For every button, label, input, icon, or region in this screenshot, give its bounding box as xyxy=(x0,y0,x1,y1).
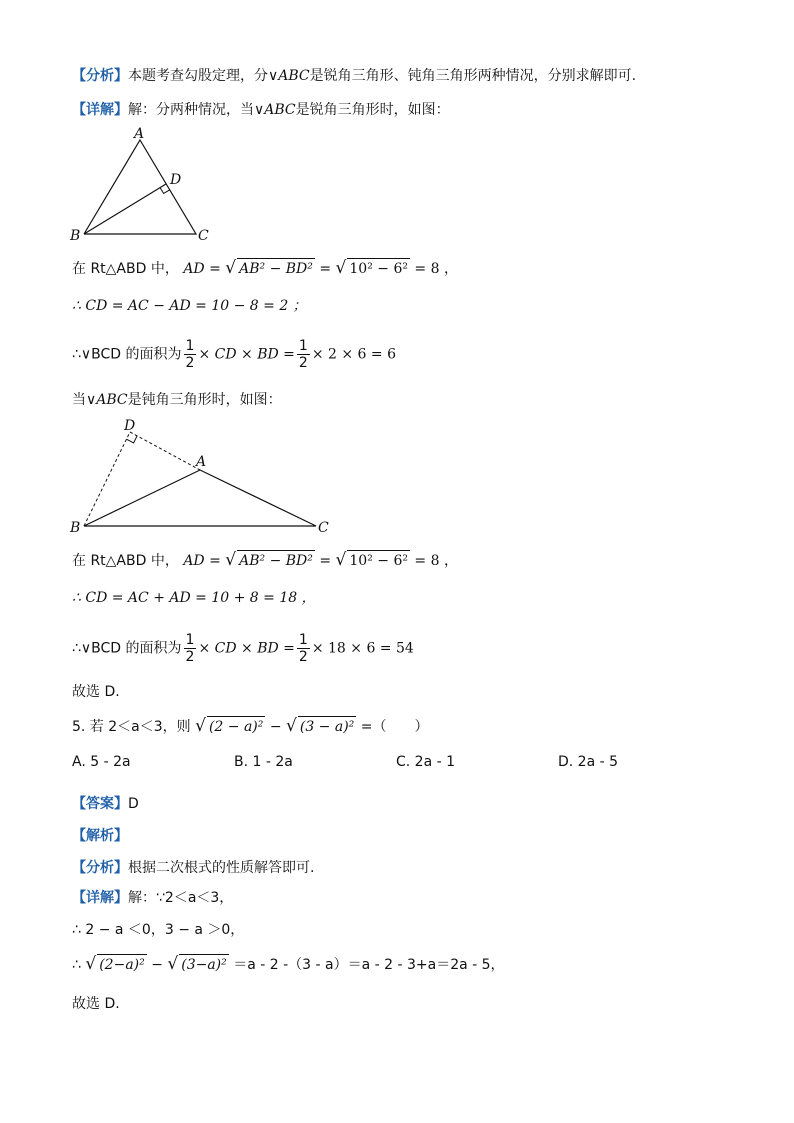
option-c: C. 2a - 1 xyxy=(396,754,456,770)
choose-line-1: 故选 D. xyxy=(72,684,120,700)
answer-tag: 【答案】 xyxy=(72,796,128,812)
equation-ad-case2: 在 Rt△ABD 中， AD = √ AB² − BD² = √ 10² − 6² = 8 ， xyxy=(72,550,458,570)
detail-line-2: 【详解】解：∵2＜a＜3， xyxy=(72,890,234,906)
fig2-label-a: A xyxy=(196,454,207,470)
analysis-line-1: 【分析】本题考查勾股定理，分∨ABC是锐角三角形、钝角三角形两种情况，分别求解即可. xyxy=(72,68,637,84)
fig2-label-c: C xyxy=(318,520,329,536)
step-2: ∴ √ (2−a)² − √ (3−a)² ＝a - 2 -（3 - a）＝a - 2 - 3+a＝2a - 5， xyxy=(72,954,505,974)
analysis-tag: 【分析】 xyxy=(72,68,128,84)
equation-cd-case1: ∴ CD = AC − AD = 10 − 8 = 2 ； xyxy=(72,298,307,314)
fig2-label-d: D xyxy=(124,418,136,434)
case2-line: 当∨ABC是钝角三角形时，如图： xyxy=(72,392,282,408)
fig1-label-b: B xyxy=(70,228,81,244)
area-bcd-case1: ∴∨BCD 的面积为 $\frac{1}{2}$ × CD × BD = $\frac{1}{2}$ × 2 × 6 = 6 xyxy=(72,338,396,371)
analysis-line-2: 【分析】根据二次根式的性质解答即可. xyxy=(72,860,315,876)
detail-tag: 【详解】 xyxy=(72,102,128,118)
area-bcd-case2: ∴∨BCD 的面积为 $\frac{1}{2}$ × CD × BD = $\frac{1}{2}$ × 18 × 6 = 54 xyxy=(72,632,414,665)
option-d: D. 2a - 5 xyxy=(558,754,619,770)
question-5: 5. 若 2＜a＜3，则 √ (2 − a)² − √ (3 − a)² =（ ） xyxy=(72,716,429,736)
equation-ad-case1: 在 Rt△ABD 中， AD = √ AB² − BD² = √ 10² − 6² = 8 ， xyxy=(72,258,458,278)
answer-value: D xyxy=(128,796,139,812)
detail-line-1: 【详解】解：分两种情况，当∨ABC是锐角三角形时，如图： xyxy=(72,102,450,118)
fig2-label-b: B xyxy=(70,520,81,536)
fig1-label-d: D xyxy=(170,172,182,188)
option-b: B. 1 - 2a xyxy=(234,754,293,770)
equation-cd-case2: ∴ CD = AC + AD = 10 + 8 = 18 ， xyxy=(72,590,316,606)
choose-line-2: 故选 D. xyxy=(72,996,120,1012)
step-1: ∴ 2 − a ＜0，3 − a ＞0， xyxy=(72,922,245,938)
fig1-label-a: A xyxy=(134,126,145,142)
answer-line xyxy=(72,794,139,814)
acute-triangle-figure xyxy=(66,122,226,248)
jiexi-tag: 【解析】 xyxy=(72,828,128,844)
option-a: A. 5 - 2a xyxy=(72,754,131,770)
obtuse-triangle-figure xyxy=(66,414,346,536)
fig1-label-c: C xyxy=(198,228,209,244)
